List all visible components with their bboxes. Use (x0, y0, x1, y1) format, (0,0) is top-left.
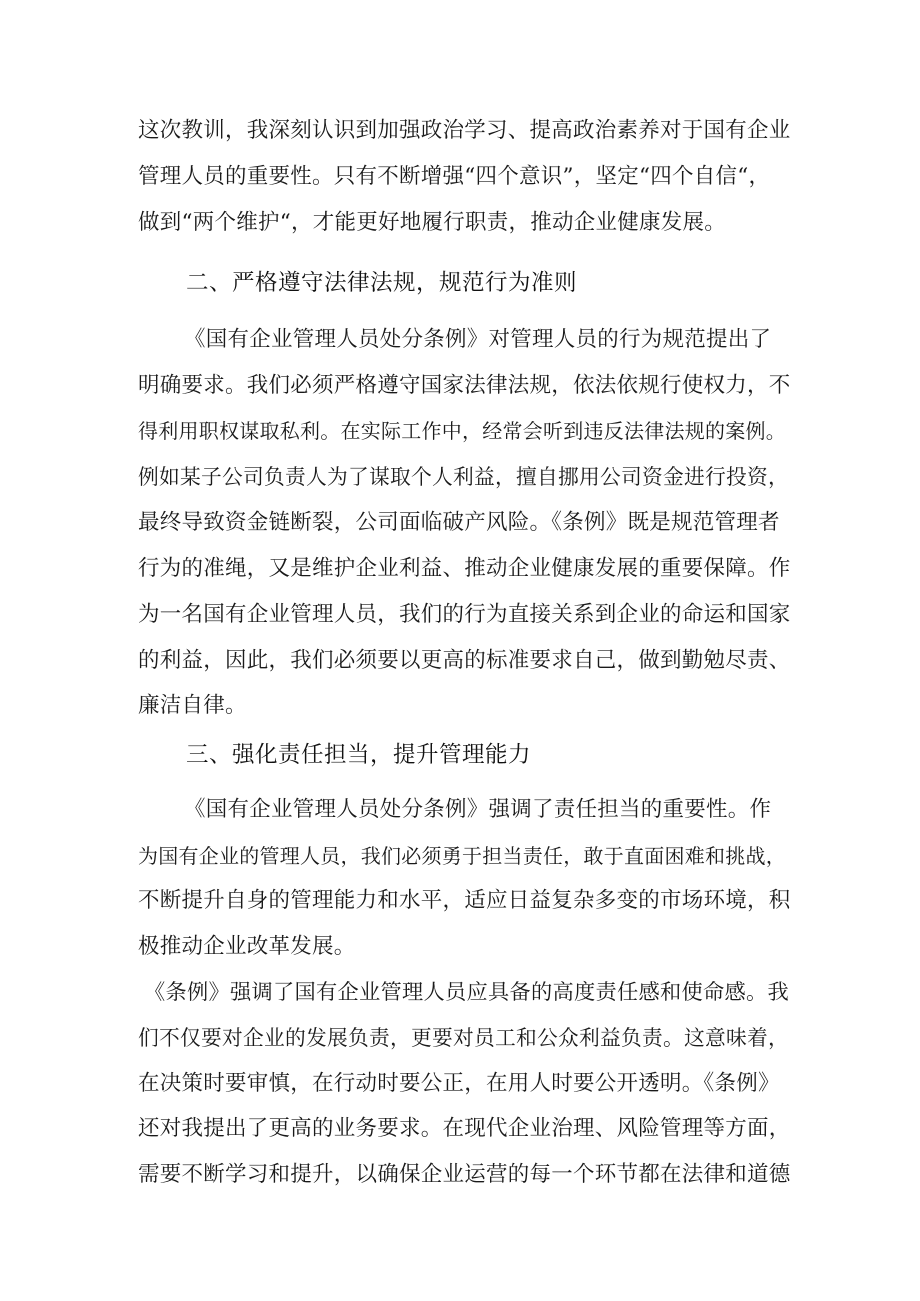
text-line: 做到“两个维护“，才能更好地履行职责，推动企业健康发展。 (138, 210, 726, 235)
section-heading-3: 三、强化责任担当，提升管理能力 (186, 742, 532, 768)
text-line: 《条例》强调了国有企业管理人员应具备的高度责任感和使命感。我 (144, 980, 790, 1005)
text-line: 还对我提出了更高的业务要求。在现代企业治理、风险管理等方面， (138, 1116, 791, 1141)
text-line: 极推动企业改革发展。 (138, 934, 356, 959)
text-line: 例如某子公司负责人为了谋取个人利益，擅自挪用公司资金进行投资， (138, 465, 790, 489)
section-heading-2: 二、严格遵守法律法规，规范行为准则 (186, 270, 578, 296)
text-line: 不断提升自身的管理能力和水平，适应日益复杂多变的市场环境，积 (138, 888, 791, 913)
text-line: 为一名国有企业管理人员，我们的行为直接关系到企业的命运和国家 (138, 602, 791, 627)
text-line: 这次教训，我深刻认识到加强政治学习、提高政治素养对于国有企业 (138, 118, 791, 143)
text-line: 得利用职权谋取私利。在实际工作中，经常会听到违反法律法规的案例。 (138, 419, 786, 443)
text-line: 《国有企业管理人员处分条例》对管理人员的行为规范提出了 (184, 327, 772, 352)
text-line: 们不仅要对企业的发展负责，更要对员工和公众利益负责。这意味着， (138, 1026, 790, 1050)
text-line: 廉洁自律。 (138, 693, 247, 718)
text-line: 为国有企业的管理人员，我们必须勇于担当责任，敢于直面困难和挑战， (138, 844, 786, 868)
text-line: 的利益，因此，我们必须要以更高的标准要求自己，做到勤勉尽责、 (138, 648, 791, 673)
text-line: 管理人员的重要性。只有不断增强“四个意识”，坚定“四个自信“， (138, 164, 771, 189)
text-line: 明确要求。我们必须严格遵守国家法律法规，依法依规行使权力，不 (138, 373, 791, 398)
text-line: 最终导致资金链断裂，公司面临破产风险。《条例》既是规范管理者 (138, 510, 780, 535)
text-line: 在决策时要审慎，在行动时要公正，在用人时要公开透明。《条例》 (138, 1071, 780, 1096)
text-line: 行为的准绳，又是维护企业利益、推动企业健康发展的重要保障。作 (138, 556, 791, 581)
text-line: 需要不断学习和提升，以确保企业运营的每一个环节都在法律和道德 (138, 1162, 791, 1187)
text-line: 《国有企业管理人员处分条例》强调了责任担当的重要性。作 (184, 797, 772, 822)
